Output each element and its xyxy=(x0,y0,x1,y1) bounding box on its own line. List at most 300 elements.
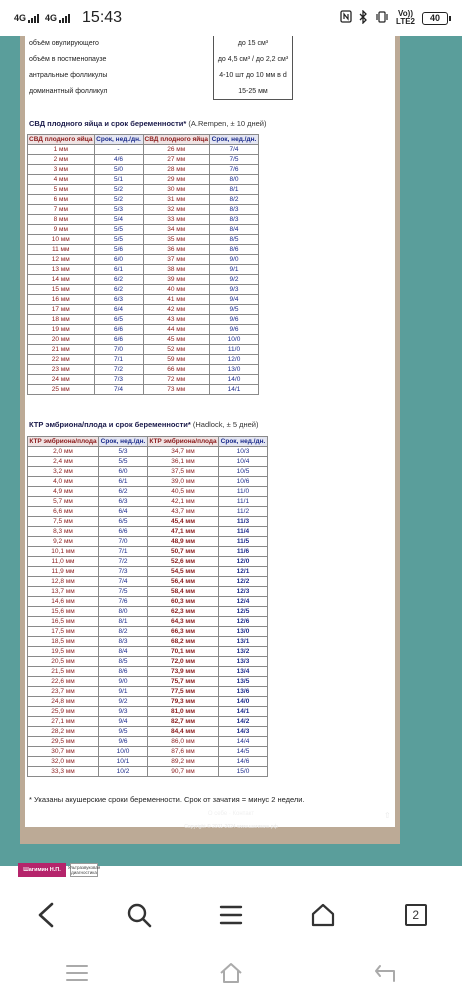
ktr-cell: 13/3 xyxy=(219,657,268,667)
ktr-cell: 27,1 мм xyxy=(28,717,99,727)
ktr-row xyxy=(28,637,268,647)
ktr-cell: 12,8 мм xyxy=(28,577,99,587)
svd-row xyxy=(28,385,259,395)
svd-cell: 8/5 xyxy=(210,235,259,245)
ktr-cell: 13/2 xyxy=(219,647,268,657)
svd-cell: 6/3 xyxy=(94,295,143,305)
ktr-cell: 9/3 xyxy=(99,707,148,717)
ktr-cell: 12/2 xyxy=(219,577,268,587)
ktr-cell: 19,5 мм xyxy=(28,647,99,657)
ktr-row xyxy=(28,497,268,507)
tabs-button[interactable] xyxy=(394,893,438,937)
ktr-cell: 12/3 xyxy=(219,587,268,597)
ktr-cell: 7/2 xyxy=(99,557,148,567)
ktr-cell: 7/1 xyxy=(99,547,148,557)
ovary-row-label: объём овулирующего xyxy=(29,40,99,47)
svd-cell: 9/5 xyxy=(210,305,259,315)
svd-cell: 8/3 xyxy=(210,205,259,215)
svd-cell: 14/0 xyxy=(210,375,259,385)
ktr-cell: 40,5 мм xyxy=(148,487,219,497)
ktr-row xyxy=(28,737,268,747)
banner-strip xyxy=(0,866,462,886)
svd-cell: 7/6 xyxy=(210,165,259,175)
ktr-cell: 6/2 xyxy=(99,487,148,497)
svd-cell: 8/0 xyxy=(210,175,259,185)
svd-cell: 23 мм xyxy=(28,365,95,375)
svd-cell: 24 мм xyxy=(28,375,95,385)
ktr-cell: 64,3 мм xyxy=(148,617,219,627)
ktr-row xyxy=(28,657,268,667)
ktr-row xyxy=(28,617,268,627)
ktr-cell: 52,6 мм xyxy=(148,557,219,567)
ktr-cell: 8/4 xyxy=(99,647,148,657)
signal-2-icon: 4G xyxy=(45,13,70,23)
svd-cell: 14/1 xyxy=(210,385,259,395)
ktr-cell: 39,0 мм xyxy=(148,477,219,487)
browser-toolbar xyxy=(0,885,462,945)
svd-row xyxy=(28,165,259,175)
nfc-icon xyxy=(340,10,352,26)
recent-apps-icon xyxy=(65,964,89,982)
ktr-cell: 12/5 xyxy=(219,607,268,617)
ktr-cell: 8/2 xyxy=(99,627,148,637)
ktr-cell: 6/3 xyxy=(99,497,148,507)
svd-cell: 7/3 xyxy=(94,375,143,385)
svd-header: Срок, нед./дн. xyxy=(94,135,143,145)
svd-cell: 8/2 xyxy=(210,195,259,205)
ktr-row xyxy=(28,597,268,607)
svd-cell: 11/0 xyxy=(210,345,259,355)
svd-cell: 36 мм xyxy=(143,245,210,255)
ovary-row-label: объём в постменопаузе xyxy=(29,56,107,63)
svd-cell: 6/6 xyxy=(94,335,143,345)
ktr-cell: 25,9 мм xyxy=(28,707,99,717)
ktr-cell: 4,0 мм xyxy=(28,477,99,487)
ktr-cell: 10/4 xyxy=(219,457,268,467)
ktr-row xyxy=(28,557,268,567)
svd-header: Срок, нед./дн. xyxy=(210,135,259,145)
svd-row xyxy=(28,205,259,215)
svd-row xyxy=(28,235,259,245)
svd-cell: 16 мм xyxy=(28,295,95,305)
svd-cell: 22 мм xyxy=(28,355,95,365)
ktr-cell: 23,7 мм xyxy=(28,687,99,697)
web-page xyxy=(0,36,462,866)
svd-cell: 7/4 xyxy=(210,145,259,155)
svd-cell: 8/6 xyxy=(210,245,259,255)
home-button[interactable] xyxy=(301,893,345,937)
svd-row xyxy=(28,335,259,345)
search-button[interactable] xyxy=(117,893,161,937)
ktr-cell: 82,7 мм xyxy=(148,717,219,727)
ovary-row-value: 15-25 мм xyxy=(238,88,268,95)
svd-row xyxy=(28,345,259,355)
ktr-cell: 10/2 xyxy=(99,767,148,777)
ktr-cell: 9/1 xyxy=(99,687,148,697)
svd-row xyxy=(28,285,259,295)
svd-cell: 18 мм xyxy=(28,315,95,325)
back-arrow-icon xyxy=(36,902,56,928)
ktr-cell: 5/3 xyxy=(99,447,148,457)
system-home-button[interactable] xyxy=(209,951,253,995)
svd-cell: 2 мм xyxy=(28,155,95,165)
ktr-cell: 14/3 xyxy=(219,727,268,737)
ktr-row xyxy=(28,487,268,497)
page-frame xyxy=(20,36,400,844)
ktr-cell: 30,7 мм xyxy=(28,747,99,757)
menu-button[interactable] xyxy=(209,893,253,937)
page-content xyxy=(25,36,395,827)
svd-cell: 14 мм xyxy=(28,275,95,285)
svd-cell: 30 мм xyxy=(143,185,210,195)
menu-icon xyxy=(219,904,243,926)
ktr-cell: 5/5 xyxy=(99,457,148,467)
svd-cell: 13 мм xyxy=(28,265,95,275)
ktr-row xyxy=(28,677,268,687)
ktr-cell: 2,0 мм xyxy=(28,447,99,457)
ktr-cell: 33,3 мм xyxy=(28,767,99,777)
svd-row xyxy=(28,305,259,315)
battery-icon: 40 xyxy=(422,12,448,25)
ktr-cell: 9/4 xyxy=(99,717,148,727)
svd-cell: 7/4 xyxy=(94,385,143,395)
svd-cell: 5/6 xyxy=(94,245,143,255)
svd-section-title: СВД плодного яйца и срок беременности* (A.Rempen, ± 10 дней) xyxy=(29,119,267,128)
ovary-row-value: до 15 см³ xyxy=(237,40,269,47)
svd-cell: 8 мм xyxy=(28,215,95,225)
svd-row xyxy=(28,255,259,265)
ktr-cell: 6/0 xyxy=(99,467,148,477)
ktr-cell: 89,2 мм xyxy=(148,757,219,767)
svd-cell: 72 мм xyxy=(143,375,210,385)
svd-cell: 26 мм xyxy=(143,145,210,155)
ktr-cell: 10/0 xyxy=(99,747,148,757)
ktr-cell: 62,3 мм xyxy=(148,607,219,617)
ktr-row xyxy=(28,607,268,617)
svd-cell: 6/6 xyxy=(94,325,143,335)
svd-cell: 5/1 xyxy=(94,175,143,185)
ktr-cell: 73,9 мм xyxy=(148,667,219,677)
svd-cell: 17 мм xyxy=(28,305,95,315)
ktr-cell: 7/4 xyxy=(99,577,148,587)
vibrate-icon xyxy=(375,11,389,26)
ktr-row xyxy=(28,567,268,577)
svd-cell: 9/2 xyxy=(210,275,259,285)
ovary-row-label: антральные фолликулы xyxy=(29,72,108,79)
ktr-cell: 70,1 мм xyxy=(148,647,219,657)
ktr-header: Срок, нед./дн. xyxy=(219,437,268,447)
svd-cell: 45 мм xyxy=(143,335,210,345)
ultrasound-banner[interactable]: Ультразвуковая диагностика xyxy=(67,865,101,875)
svd-cell: 6/4 xyxy=(94,305,143,315)
ktr-cell: 18,5 мм xyxy=(28,637,99,647)
ktr-cell: 15/0 xyxy=(219,767,268,777)
svd-cell: 6/1 xyxy=(94,265,143,275)
system-home-icon xyxy=(218,962,244,984)
ktr-cell: 10/1 xyxy=(99,757,148,767)
ktr-cell: 29,5 мм xyxy=(28,737,99,747)
ktr-cell: 8/5 xyxy=(99,657,148,667)
ktr-cell: 11/3 xyxy=(219,517,268,527)
ktr-cell: 6/5 xyxy=(99,517,148,527)
ktr-row xyxy=(28,517,268,527)
ktr-cell: 50,7 мм xyxy=(148,547,219,557)
ktr-row xyxy=(28,547,268,557)
svd-cell: 9 мм xyxy=(28,225,95,235)
svd-row xyxy=(28,175,259,185)
ktr-cell: 11/1 xyxy=(219,497,268,507)
ovary-row-value: до 4,5 см³ / до 2,2 см³ xyxy=(217,56,289,63)
svd-cell: 20 мм xyxy=(28,335,95,345)
ktr-cell: 24,8 мм xyxy=(28,697,99,707)
svd-row xyxy=(28,275,259,285)
svd-cell: 33 мм xyxy=(143,215,210,225)
ktr-row xyxy=(28,707,268,717)
svd-row xyxy=(28,245,259,255)
ktr-cell: 6/4 xyxy=(99,507,148,517)
svd-cell: 73 мм xyxy=(143,385,210,395)
svd-cell: 1 мм xyxy=(28,145,95,155)
svd-cell: 10 мм xyxy=(28,235,95,245)
ktr-cell: 48,9 мм xyxy=(148,537,219,547)
svd-header: СВД плодного яйца xyxy=(29,136,93,143)
ktr-cell: 77,5 мм xyxy=(148,687,219,697)
ktr-cell: 6/6 xyxy=(99,527,148,537)
svd-cell: 8/3 xyxy=(210,215,259,225)
ktr-cell: 7/6 xyxy=(99,597,148,607)
bluetooth-icon xyxy=(359,10,368,27)
svd-cell: 32 мм xyxy=(143,205,210,215)
svd-cell: 3 мм xyxy=(28,165,95,175)
svd-cell: 8/4 xyxy=(210,225,259,235)
ktr-cell: 7/0 xyxy=(99,537,148,547)
ktr-cell: 28,2 мм xyxy=(28,727,99,737)
ktr-cell: 72,0 мм xyxy=(148,657,219,667)
ovary-table xyxy=(25,36,293,100)
ktr-cell: 14/0 xyxy=(219,697,268,707)
svd-cell: 27 мм xyxy=(143,155,210,165)
ktr-row xyxy=(28,457,268,467)
ktr-row xyxy=(28,477,268,487)
ktr-cell: 10,1 мм xyxy=(28,547,99,557)
ktr-row xyxy=(28,587,268,597)
svd-cell: 8/1 xyxy=(210,185,259,195)
svd-cell: 4/6 xyxy=(94,155,143,165)
status-bar xyxy=(0,0,462,36)
clock: 15:43 xyxy=(82,9,123,26)
svd-cell: 10/0 xyxy=(210,335,259,345)
ktr-header: КТР эмбриона/плода xyxy=(149,438,217,445)
svd-row xyxy=(28,355,259,365)
svd-row xyxy=(28,265,259,275)
ktr-cell: 56,4 мм xyxy=(148,577,219,587)
volte-indicator: Vo)) LTE2 xyxy=(396,9,415,26)
svd-cell: 29 мм xyxy=(143,175,210,185)
ktr-cell: 16,5 мм xyxy=(28,617,99,627)
svd-cell: 9/0 xyxy=(210,255,259,265)
svd-row xyxy=(28,215,259,225)
svd-cell: 35 мм xyxy=(143,235,210,245)
ktr-row xyxy=(28,447,268,457)
svd-cell: 7/2 xyxy=(94,365,143,375)
svd-cell: 6/5 xyxy=(94,315,143,325)
ktr-row xyxy=(28,537,268,547)
ktr-cell: 12/1 xyxy=(219,567,268,577)
svd-cell: - xyxy=(94,145,143,155)
ktr-cell: 15,6 мм xyxy=(28,607,99,617)
svd-row xyxy=(28,195,259,205)
ktr-cell: 13/4 xyxy=(219,667,268,677)
ktr-row xyxy=(28,697,268,707)
ktr-cell: 8/1 xyxy=(99,617,148,627)
ktr-row xyxy=(28,767,268,777)
ktr-cell: 6,6 мм xyxy=(28,507,99,517)
ktr-cell: 36,1 мм xyxy=(148,457,219,467)
ktr-cell: 4,9 мм xyxy=(28,487,99,497)
ktr-cell: 13/0 xyxy=(219,627,268,637)
ktr-cell: 11,0 мм xyxy=(28,557,99,567)
svd-cell: 42 мм xyxy=(143,305,210,315)
ktr-row xyxy=(28,647,268,657)
svd-cell: 9/3 xyxy=(210,285,259,295)
ktr-cell: 37,5 мм xyxy=(148,467,219,477)
svd-cell: 34 мм xyxy=(143,225,210,235)
back-button[interactable] xyxy=(24,893,68,937)
svd-cell: 11 мм xyxy=(28,245,95,255)
ktr-cell: 10/3 xyxy=(219,447,268,457)
ktr-cell: 14/4 xyxy=(219,737,268,747)
ktr-row xyxy=(28,507,268,517)
ktr-cell: 54,5 мм xyxy=(148,567,219,577)
svd-cell: 9/1 xyxy=(210,265,259,275)
system-back-icon xyxy=(372,963,398,983)
svd-cell: 40 мм xyxy=(143,285,210,295)
footer-links[interactable]: О себе · Контакт xyxy=(207,811,255,817)
ktr-cell: 13,7 мм xyxy=(28,587,99,597)
svd-cell: 38 мм xyxy=(143,265,210,275)
svd-row xyxy=(28,185,259,195)
ktr-cell: 13/1 xyxy=(219,637,268,647)
scroll-up-icon[interactable]: ⇧ xyxy=(384,811,391,820)
system-back-button[interactable] xyxy=(363,951,407,995)
ktr-row xyxy=(28,627,268,637)
home-icon xyxy=(310,903,336,927)
svd-cell: 5/3 xyxy=(94,205,143,215)
ktr-row xyxy=(28,757,268,767)
svd-cell: 5/2 xyxy=(94,185,143,195)
svd-row xyxy=(28,325,259,335)
ktr-cell: 10/5 xyxy=(219,467,268,477)
ktr-cell: 8,3 мм xyxy=(28,527,99,537)
ktr-cell: 9/2 xyxy=(99,697,148,707)
ktr-cell: 87,6 мм xyxy=(148,747,219,757)
ktr-cell: 79,3 мм xyxy=(148,697,219,707)
ktr-cell: 14/1 xyxy=(219,707,268,717)
author-banner[interactable]: Шагимин Н.П. xyxy=(18,863,66,877)
ktr-cell: 32,0 мм xyxy=(28,757,99,767)
ktr-row xyxy=(28,717,268,727)
ktr-cell: 6/1 xyxy=(99,477,148,487)
ktr-cell: 11/5 xyxy=(219,537,268,547)
svd-cell: 5/2 xyxy=(94,195,143,205)
svd-cell: 52 мм xyxy=(143,345,210,355)
ktr-cell: 20,5 мм xyxy=(28,657,99,667)
ktr-cell: 17,5 мм xyxy=(28,627,99,637)
svd-row xyxy=(28,145,259,155)
ktr-cell: 34,7 мм xyxy=(148,447,219,457)
svd-cell: 6/2 xyxy=(94,275,143,285)
ktr-cell: 2,4 мм xyxy=(28,457,99,467)
svd-cell: 5/4 xyxy=(94,215,143,225)
svd-cell: 37 мм xyxy=(143,255,210,265)
footnote: * Указаны акушерские сроки беременности. Срок от зачатия = минус 2 недели. xyxy=(29,795,305,804)
tab-count: 2 xyxy=(405,904,427,926)
svd-cell: 12/0 xyxy=(210,355,259,365)
svd-table xyxy=(27,134,259,395)
svd-cell: 15 мм xyxy=(28,285,95,295)
system-navigation-bar xyxy=(0,945,462,1000)
ktr-cell: 9,2 мм xyxy=(28,537,99,547)
svd-cell: 5/5 xyxy=(94,225,143,235)
svd-cell: 39 мм xyxy=(143,275,210,285)
ktr-cell: 11,9 мм xyxy=(28,567,99,577)
ktr-cell: 86,0 мм xyxy=(148,737,219,747)
svd-cell: 41 мм xyxy=(143,295,210,305)
svd-cell: 7/5 xyxy=(210,155,259,165)
ktr-cell: 9/6 xyxy=(99,737,148,747)
ktr-cell: 21,5 мм xyxy=(28,667,99,677)
ktr-header: Срок, нед./дн. xyxy=(99,437,148,447)
svd-cell: 7/1 xyxy=(94,355,143,365)
ktr-row xyxy=(28,467,268,477)
ktr-cell: 8/3 xyxy=(99,637,148,647)
ktr-cell: 7/3 xyxy=(99,567,148,577)
ktr-cell: 11/4 xyxy=(219,527,268,537)
ktr-cell: 11/2 xyxy=(219,507,268,517)
svd-cell: 13/0 xyxy=(210,365,259,375)
recent-apps-button[interactable] xyxy=(55,951,99,995)
ktr-cell: 14/5 xyxy=(219,747,268,757)
svd-cell: 6/2 xyxy=(94,285,143,295)
svd-cell: 59 мм xyxy=(143,355,210,365)
svd-cell: 25 мм xyxy=(28,385,95,395)
ktr-cell: 68,2 мм xyxy=(148,637,219,647)
svd-cell: 43 мм xyxy=(143,315,210,325)
ktr-cell: 75,7 мм xyxy=(148,677,219,687)
svd-cell: 9/6 xyxy=(210,325,259,335)
ktr-cell: 66,3 мм xyxy=(148,627,219,637)
ktr-cell: 47,1 мм xyxy=(148,527,219,537)
svd-cell: 5/5 xyxy=(94,235,143,245)
ktr-cell: 81,0 мм xyxy=(148,707,219,717)
ktr-cell: 22,6 мм xyxy=(28,677,99,687)
ktr-cell: 14/6 xyxy=(219,757,268,767)
svd-cell: 4 мм xyxy=(28,175,95,185)
ovary-row-label: доминантный фолликул xyxy=(29,88,108,95)
ktr-cell: 9/0 xyxy=(99,677,148,687)
svd-row xyxy=(28,365,259,375)
ktr-cell: 5,7 мм xyxy=(28,497,99,507)
svd-row xyxy=(28,295,259,305)
svd-cell: 66 мм xyxy=(143,365,210,375)
ktr-cell: 42,1 мм xyxy=(148,497,219,507)
ktr-header: КТР эмбриона/плода xyxy=(29,438,97,445)
svd-cell: 7 мм xyxy=(28,205,95,215)
ktr-cell: 12/6 xyxy=(219,617,268,627)
ktr-cell: 7,5 мм xyxy=(28,517,99,527)
ktr-cell: 14,6 мм xyxy=(28,597,99,607)
svd-cell: 28 мм xyxy=(143,165,210,175)
